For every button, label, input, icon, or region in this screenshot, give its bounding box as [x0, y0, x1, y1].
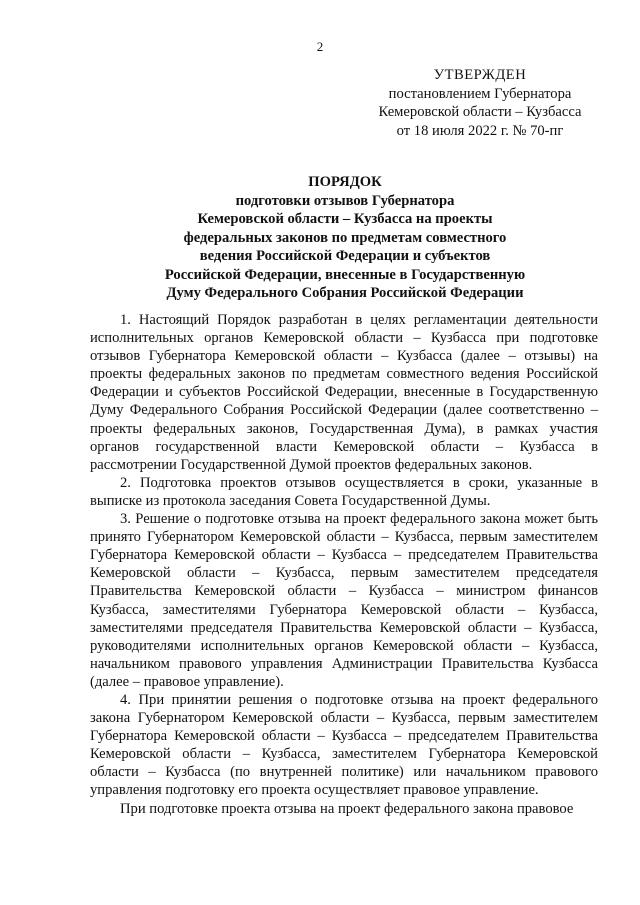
title-line: ведения Российской Федерации и субъектов: [199, 248, 491, 264]
approval-line: постановлением Губернатора: [388, 85, 572, 102]
title-line: федеральных законов по предметам совместного: [183, 229, 507, 246]
approval-line: Кемеровской области – Кузбасса: [378, 104, 582, 120]
paragraph-2: 2. Подготовка проектов отзывов осуществляется в сроки, указанные в выписке из протокола заседания Совета Государственной Думы.: [90, 474, 598, 509]
paragraph-3: 3. Решение о подготовке отзыва на проект федерального закона может быть принято Губернатором Кемеровской области – Кузбасса, первым заместителем Губернатора Кемеровской области – Кузбасса – председателем Правительства Кемеровской области – Кузбасса, первым заместителем председателя Правительства Кемеровской области – Кузбасса – министром финансов Кузбасса, заместителями Губернатора Кемеровской области – Кузбасса, заместителями председателя Правительства Кемеровской области – Кузбасса, руководителями исполнительных органов Кемеровской области – Кузбасса, начальником правового управления Администрации Правительства Кузбасса (далее – правовое управление).: [90, 511, 598, 690]
approval-line: от 18 июля 2022 г. № 70-пг: [396, 122, 564, 139]
title-line: Кемеровской области – Кузбасса на проекты: [197, 211, 493, 227]
title-line: подготовки отзывов Губернатора: [235, 192, 455, 209]
approval-heading: УТВЕРЖДЕН: [433, 67, 527, 83]
paragraph-4: 4. При принятии решения о подготовке отзыва на проект федерального закона Губернатором Кемеровской области – Кузбасса, первым заместителем Губернатора Кемеровской области – Кузбасса – председателем Правительства Кемеровской области – Кузбасса, заместителем Губернатора Кемеровской области – Кузбасса (по внутренней политике) или начальником правового управления подготовку его проекта осуществляет правовое управление.: [90, 691, 598, 799]
approval-block: [360, 66, 600, 140]
document-body: [90, 311, 598, 818]
title-line: Думу Федерального Собрания Российской Федерации: [166, 285, 524, 301]
title-line: Российской Федерации, внесенные в Государственную: [164, 266, 526, 283]
document-title: [100, 173, 590, 303]
paragraph-5: При подготовке проекта отзыва на проект федерального закона правовое: [120, 800, 574, 817]
paragraph-1: 1. Настоящий Порядок разработан в целях регламентации деятельности исполнительных органов Кемеровской области – Кузбасса при подготовке отзывов Губернатора Кемеровской области – Кузбасса (далее – отзывы) на проекты федеральных законов по предметам совместного ведения Российской Федерации и субъектов Российской Федерации, внесенные в Государственную Думу Федерального Собрания Российской Федерации (далее соответственно – проекты федеральных законов, Государственная Дума), в рамках участия органов государственной власти Кемеровской области – Кузбасса в рассмотрении Государственной Думой проектов федеральных законов.: [90, 312, 598, 473]
title-heading: ПОРЯДОК: [308, 174, 382, 190]
page-number: 2: [316, 39, 324, 54]
